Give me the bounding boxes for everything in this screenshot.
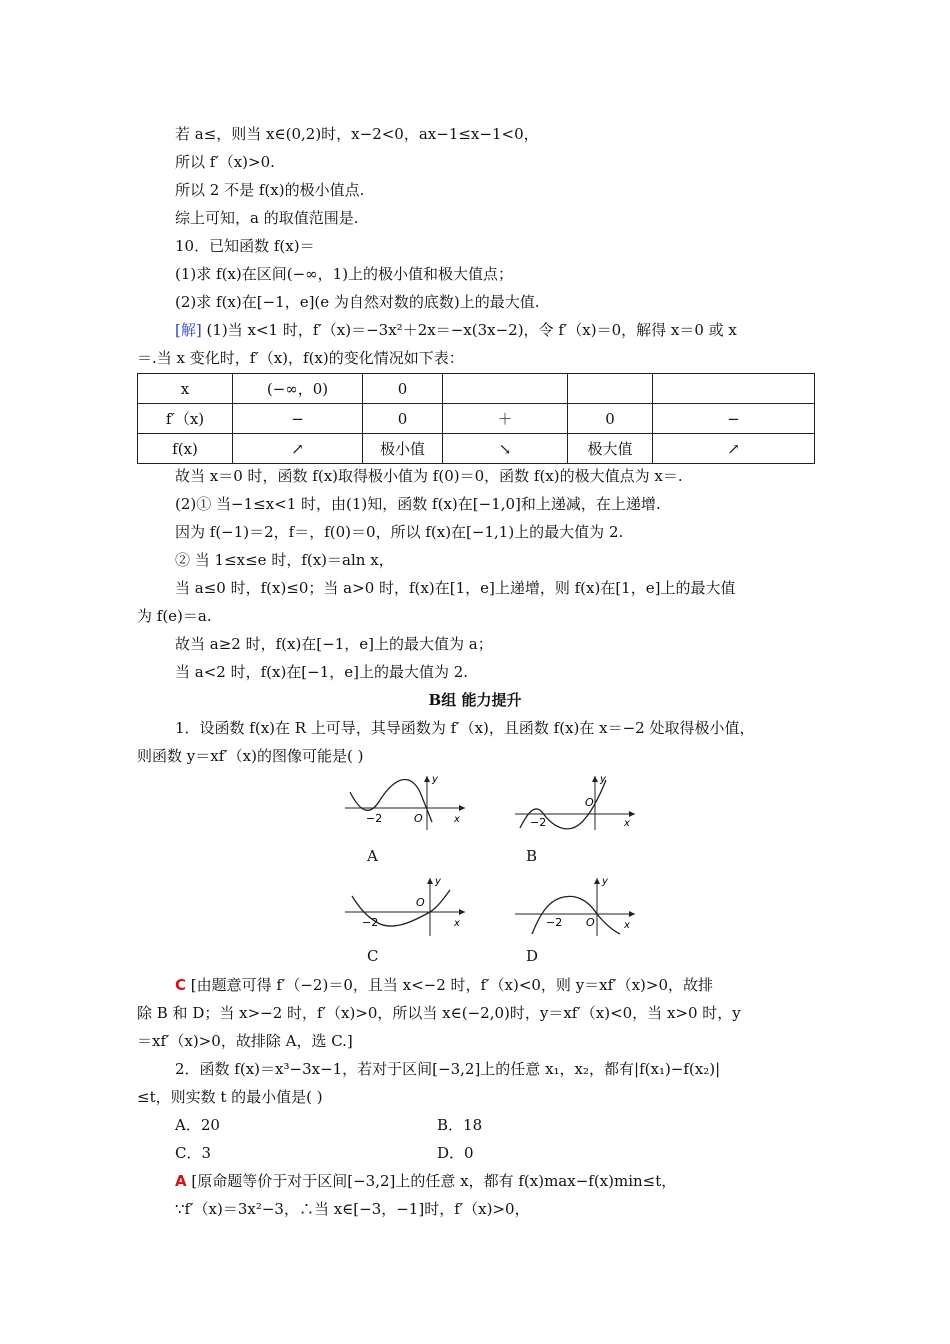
table-cell: f′（x) <box>138 404 233 434</box>
text-line: 所以 2 不是 f(x)的极小值点. <box>175 181 365 199</box>
table-cell: f(x) <box>138 434 233 464</box>
y-label: y <box>435 876 441 887</box>
tick-label: −2 <box>362 916 379 929</box>
table-row <box>138 374 815 404</box>
y-arrow-icon <box>594 878 600 884</box>
graph-caption: A <box>367 847 378 865</box>
question-10-part1: (1)求 f(x)在区间(−∞，1)上的极小值和极大值点； <box>175 265 514 283</box>
graph-c <box>340 874 470 938</box>
answer-text: [由题意可得 f′（−2)＝0，且当 x<−2 时，f′（x)<0，则 y＝xf′（x)>0，故排 <box>186 976 714 994</box>
graph-caption: D <box>526 947 539 965</box>
answer-text: [原命题等价于对于区间[−3,2]上的任意 x，都有 f(x)max−f(x)min≤t， <box>186 1172 677 1190</box>
text-line: ② 当 1≤x≤e 时，f(x)＝aln x， <box>175 551 394 569</box>
section-heading: B组 能力提升 <box>428 691 522 709</box>
text-line: 当 a<2 时，f(x)在[−1，e]上的最大值为 2. <box>175 663 469 681</box>
solution-text: (1)当 x<1 时，f′（x)＝−3x²＋2x＝−x(3x−2)，令 f′（x)＝0，解得 x＝0 或 x <box>201 321 737 339</box>
x-label: x <box>624 920 630 931</box>
text-line: 故当 x＝0 时，函数 f(x)取得极小值为 f(0)＝0，函数 f(x)的极大值点为 x＝. <box>175 467 683 485</box>
solution-tag: [解] <box>175 321 202 339</box>
text-line: 故当 a≥2 时，f(x)在[−1，e]上的最大值为 a； <box>175 635 493 653</box>
table-cell <box>568 374 653 404</box>
table-cell: 0 <box>568 404 653 434</box>
origin-label: O <box>416 896 425 909</box>
x-arrow-icon <box>629 811 635 817</box>
text-line: 综上可知，a 的取值范围是. <box>175 209 359 227</box>
origin-label: O <box>585 796 594 809</box>
text-line: ∵f′（x)＝3x²−3，∴当 x∈[−3，−1]时，f′（x)>0， <box>175 1200 530 1218</box>
origin-label: O <box>586 916 595 929</box>
question-10: 10．已知函数 f(x)＝ <box>175 237 315 255</box>
y-label: y <box>602 876 608 887</box>
table-cell: 极小值 <box>363 434 443 464</box>
table-row <box>138 434 815 464</box>
problem-1-cont: 则函数 y＝xf′（x)的图像可能是( ) <box>137 747 364 765</box>
text-line: 若 a≤，则当 x∈(0,2)时，x−2<0，ax−1≤x−1<0， <box>175 125 539 143</box>
option-c: C．3 <box>175 1144 212 1162</box>
y-label: y <box>600 774 606 785</box>
table-cell: − <box>653 404 815 434</box>
graph-d <box>510 874 640 938</box>
table-cell: x <box>138 374 233 404</box>
x-arrow-icon <box>629 911 635 917</box>
problem-2-cont: ≤t，则实数 t 的最小值是( ) <box>137 1088 323 1106</box>
option-d: D．0 <box>437 1144 474 1162</box>
variation-table <box>137 373 815 464</box>
x-arrow-icon <box>459 805 465 811</box>
text-line: 为 f(e)＝a. <box>137 607 212 625</box>
x-arrow-icon <box>459 909 465 915</box>
problem-1: 1．设函数 f(x)在 R 上可导，其导函数为 f′（x)，且函数 f(x)在 x＝−2 处取得极小值， <box>175 719 755 737</box>
y-arrow-icon <box>592 776 598 782</box>
table-cell: ＋ <box>443 404 568 434</box>
answer-2-line <box>175 1171 676 1191</box>
answer-letter: A <box>175 1172 187 1190</box>
problem-2: 2．函数 f(x)＝x³−3x−1，若对于区间[−3,2]上的任意 x₁，x₂，都有|f(x₁)−f(x₂)| <box>175 1060 721 1078</box>
table-cell: ↗ <box>233 434 363 464</box>
tick-label: −2 <box>530 816 547 829</box>
y-label: y <box>432 774 438 785</box>
table-cell <box>653 374 815 404</box>
x-label: x <box>454 918 460 929</box>
graph-caption: B <box>526 847 538 865</box>
option-b: B．18 <box>437 1116 483 1134</box>
table-cell: ↘ <box>443 434 568 464</box>
answer-letter: C <box>175 976 187 994</box>
table-cell: 0 <box>363 404 443 434</box>
text-line: (2)① 当−1≤x<1 时，由(1)知，函数 f(x)在[−1,0]和上递减，在上递增. <box>175 495 661 513</box>
text-line: ＝.当 x 变化时，f′（x)，f(x)的变化情况如下表： <box>137 349 464 367</box>
y-arrow-icon <box>427 878 433 884</box>
text-line: 除 B 和 D；当 x>−2 时，f′（x)>0，所以当 x∈(−2,0)时，y＝xf′（x)<0，当 x>0 时，y <box>137 1004 741 1022</box>
tick-label: −2 <box>366 812 383 825</box>
graph-b <box>510 772 640 832</box>
table-cell: − <box>233 404 363 434</box>
text-line: ＝xf′（x)>0，故排除 A，选 C.] <box>137 1032 353 1050</box>
y-arrow-icon <box>424 776 430 782</box>
option-a: A．20 <box>175 1116 220 1134</box>
graph-a <box>340 772 470 832</box>
text-line: 当 a≤0 时，f(x)≤0；当 a>0 时，f(x)在[1，e]上递增，则 f(x)在[1，e]上的最大值 <box>175 579 736 597</box>
tick-label: −2 <box>546 916 563 929</box>
question-10-part2: (2)求 f(x)在[−1，e](e 为自然对数的底数)上的最大值. <box>175 293 540 311</box>
table-cell: ↗ <box>653 434 815 464</box>
table-cell: 极大值 <box>568 434 653 464</box>
text-line: 因为 f(−1)＝2，f＝，f(0)＝0，所以 f(x)在[−1,1)上的最大值为 2. <box>175 523 624 541</box>
x-label: x <box>624 818 630 829</box>
answer-1-line <box>175 975 713 995</box>
table-cell <box>443 374 568 404</box>
solution-line <box>175 320 737 340</box>
origin-label: O <box>414 812 423 825</box>
table-cell: 0 <box>363 374 443 404</box>
graph-caption: C <box>367 947 379 965</box>
table-cell: (−∞，0) <box>233 374 363 404</box>
x-label: x <box>454 814 460 825</box>
text-line: 所以 f′（x)>0. <box>175 153 275 171</box>
table-row <box>138 404 815 434</box>
